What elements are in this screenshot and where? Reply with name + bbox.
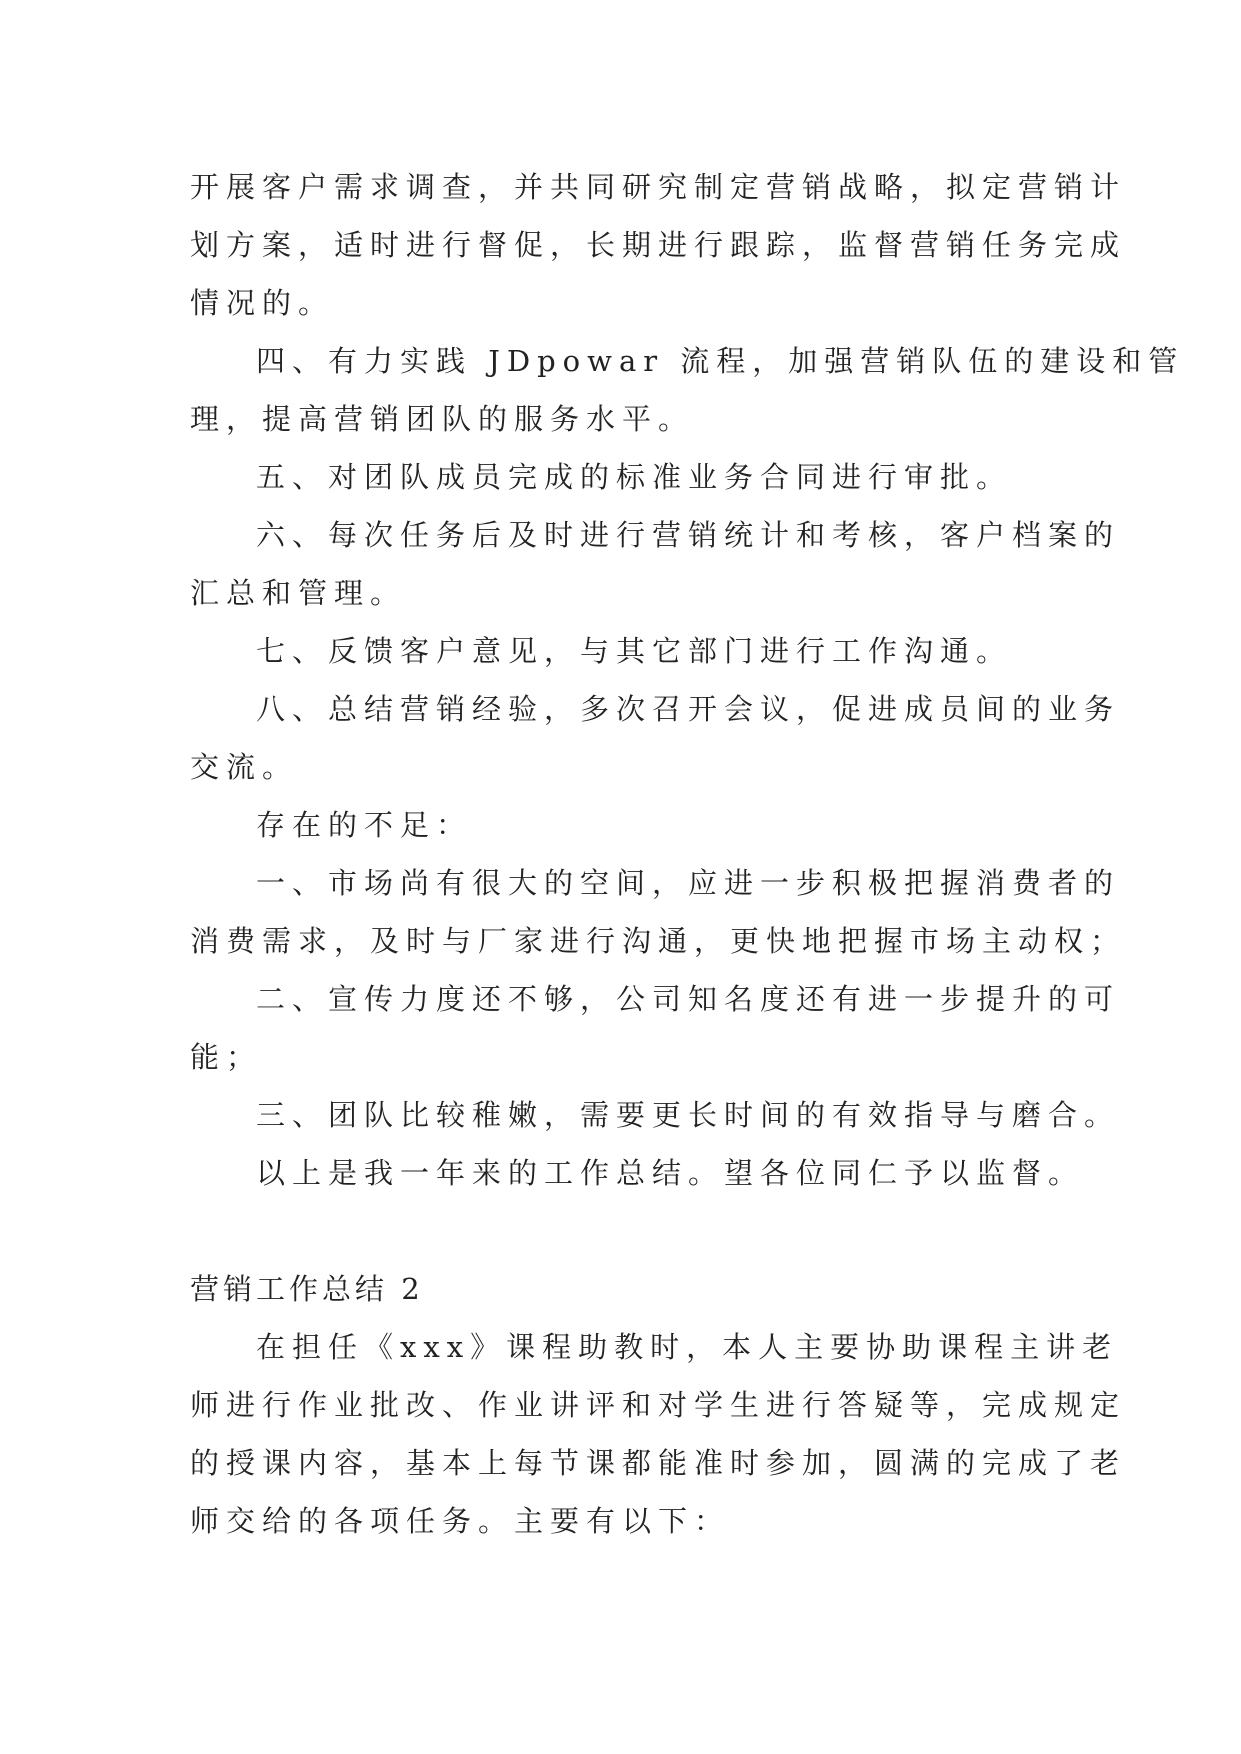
text-line: 以上是我一年来的工作总结。望各位同仁予以监督。 xyxy=(256,1156,1085,1190)
text-line: 消费需求，及时与厂家进行沟通，更快地把握市场主动权； xyxy=(190,924,1127,958)
text-line: 在担任《xxx》课程助教时，本人主要协助课程主讲老 xyxy=(256,1330,1119,1364)
document-body xyxy=(190,158,1185,1550)
text-line: 理，提高营销团队的服务水平。 xyxy=(190,402,695,436)
text-line: 三、团队比较稚嫩，需要更长时间的有效指导与磨合。 xyxy=(256,1098,1121,1132)
text-line: 划方案，适时进行督促，长期进行跟踪，监督营销任务完成 xyxy=(190,228,1127,262)
text-line: 五、对团队成员完成的标准业务合同进行审批。 xyxy=(256,460,1013,494)
text-line: 四、有力实践 JDpowar 流程，加强营销队伍的建设和管 xyxy=(256,344,1185,378)
text-line: 一、市场尚有很大的空间，应进一步积极把握消费者的 xyxy=(256,866,1121,900)
paragraph-gap xyxy=(190,1202,1070,1260)
text-line: 存在的不足： xyxy=(256,808,473,842)
text-line: 七、反馈客户意见，与其它部门进行工作沟通。 xyxy=(256,634,1013,668)
text-line: 师交给的各项任务。主要有以下： xyxy=(190,1504,731,1538)
text-line: 情况的。 xyxy=(190,286,335,320)
text-line: 的授课内容，基本上每节课都能准时参加，圆满的完成了老 xyxy=(190,1446,1127,1480)
text-line: 汇总和管理。 xyxy=(190,576,407,610)
section-title: 营销工作总结 2 xyxy=(190,1272,424,1306)
text-line: 能； xyxy=(190,1040,263,1074)
text-line: 交流。 xyxy=(190,750,299,784)
text-line: 六、每次任务后及时进行营销统计和考核，客户档案的 xyxy=(256,518,1121,552)
text-line: 师进行作业批改、作业讲评和对学生进行答疑等，完成规定 xyxy=(190,1388,1127,1422)
text-line: 二、宣传力度还不够，公司知名度还有进一步提升的可 xyxy=(256,982,1121,1016)
text-line: 开展客户需求调查，并共同研究制定营销战略，拟定营销计 xyxy=(190,170,1127,204)
text-line: 八、总结营销经验，多次召开会议，促进成员间的业务 xyxy=(256,692,1121,726)
